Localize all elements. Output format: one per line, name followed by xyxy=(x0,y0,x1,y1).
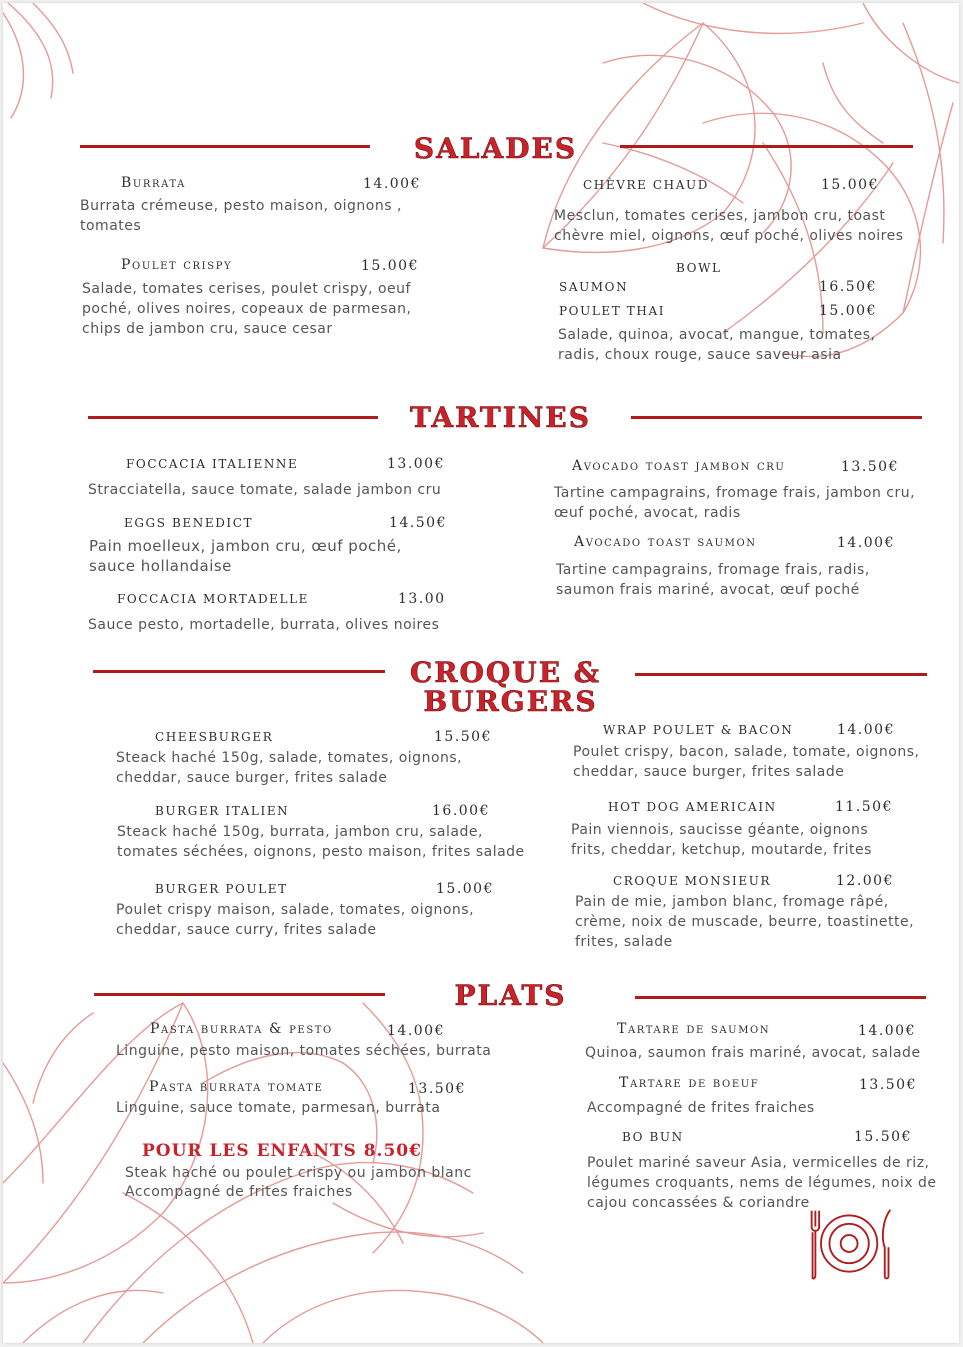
item-name-bowl-poulet-thai: POULET THAI xyxy=(559,304,666,318)
item-name-wrap: WRAP POULET & BACON xyxy=(603,723,794,737)
item-desc-burger-poulet: Poulet crispy maison, salade, tomates, oignons, cheddar, sauce curry, frites salade xyxy=(116,902,475,938)
item-name-burger-poulet: BURGER POULET xyxy=(155,882,288,896)
section-divider xyxy=(620,145,913,148)
item-desc-avocado-saumon: Tartine campagrains, fromage frais, radis, saumon frais mariné, avocat, œuf poché xyxy=(556,562,870,598)
item-price-foccacia-mortadelle: 13.00 xyxy=(398,591,446,607)
item-desc-pasta-tomate: Linguine, sauce tomate, parmesan, burrata xyxy=(116,1100,441,1116)
item-name-tartare-boeuf: Tartare de boeuf xyxy=(619,1075,760,1091)
item-name-foccacia-italienne: FOCCACIA ITALIENNE xyxy=(126,457,299,471)
section-title-tartines: TARTINES xyxy=(410,401,591,434)
item-name-foccacia-mortadelle: FOCCACIA MORTADELLE xyxy=(117,592,310,606)
item-name-pasta-tomate: Pasta burrata tomate xyxy=(149,1079,324,1095)
item-name-tartare-saumon: Tartare de saumon xyxy=(617,1021,771,1037)
item-desc-tartare-boeuf: Accompagné de frites fraiches xyxy=(587,1100,815,1116)
item-price-croque-monsieur: 12.00€ xyxy=(836,873,894,889)
item-price-burger-italien: 16.00€ xyxy=(432,803,490,819)
section-title-salades: SALADES xyxy=(413,132,578,165)
section-divider xyxy=(635,996,926,999)
item-name-eggs-benedict: EGGS BENEDICT xyxy=(124,516,254,530)
item-desc-cheesburger: Steack haché 150g, salade, tomates, oignons, cheddar, sauce burger, frites salade xyxy=(116,750,463,786)
item-price-eggs-benedict: 14.50€ xyxy=(389,515,447,531)
item-price-burrata: 14.00€ xyxy=(363,176,421,192)
item-price-avocado-saumon: 14.00€ xyxy=(837,535,895,551)
item-name-avocado-jambon: Avocado toast jambon cru xyxy=(572,458,786,474)
item-desc-eggs-benedict: Pain moelleux, jambon cru, œuf poché, sauce hollandaise xyxy=(89,537,402,575)
kids-menu-line2: Accompagné de frites fraiches xyxy=(125,1184,353,1200)
fork-plate-knife-icon xyxy=(804,1206,898,1281)
kids-menu-line1: Steak haché ou poulet crispy ou jambon blanc xyxy=(125,1165,472,1181)
item-price-bowl-saumon: 16.50€ xyxy=(819,279,877,295)
item-desc-poulet-crispy: Salade, tomates cerises, poulet crispy, oeuf poché, olives noires, copeaux de parmesan, chips de jambon cru, sauce cesar xyxy=(82,281,412,337)
section-divider xyxy=(94,993,385,996)
item-name-poulet-crispy: Poulet crispy xyxy=(121,257,233,273)
item-price-tartare-boeuf: 13.50€ xyxy=(859,1077,917,1093)
item-price-wrap: 14.00€ xyxy=(837,722,895,738)
item-name-cheesburger: CHEESBURGER xyxy=(155,730,274,744)
kids-menu-title: POUR LES ENFANTS 8.50€ xyxy=(142,1141,422,1161)
item-price-cheesburger: 15.50€ xyxy=(434,729,492,745)
item-price-tartare-saumon: 14.00€ xyxy=(858,1023,916,1039)
section-title-croque-line2: BURGERS xyxy=(423,685,598,718)
item-name-avocado-saumon: Avocado toast saumon xyxy=(574,534,757,550)
item-desc-pasta-pesto: Linguine, pesto maison, tomates séchées, burrata xyxy=(116,1043,492,1059)
section-title-croque-line1: CROQUE & xyxy=(409,656,602,689)
item-price-avocado-jambon: 13.50€ xyxy=(841,459,899,475)
section-divider xyxy=(80,145,370,148)
item-desc-burger-italien: Steack haché 150g, burrata, jambon cru, salade, tomates séchées, oignons, pesto maison, frites salade xyxy=(117,824,525,860)
item-desc-hot-dog: Pain viennois, saucisse géante, oignons frits, cheddar, ketchup, moutarde, frites xyxy=(571,822,872,858)
item-price-burger-poulet: 15.00€ xyxy=(436,881,494,897)
item-name-chevre-chaud: CHÈVRE CHAUD xyxy=(583,178,709,192)
item-name-bowl-saumon: SAUMON xyxy=(559,280,629,294)
item-price-pasta-tomate: 13.50€ xyxy=(408,1081,466,1097)
item-desc-wrap: Poulet crispy, bacon, salade, tomate, oignons, cheddar, sauce burger, frites salade xyxy=(573,744,920,780)
item-price-foccacia-italienne: 13.00€ xyxy=(387,456,445,472)
item-name-bo-bun: BO BUN xyxy=(622,1130,684,1144)
item-price-poulet-crispy: 15.00€ xyxy=(361,258,419,274)
section-divider xyxy=(88,416,378,419)
item-desc-bo-bun: Poulet mariné saveur Asia, vermicelles de riz, légumes croquants, nems de légumes, noix de cajou concassées & coriandre xyxy=(587,1155,937,1211)
item-desc-chevre-chaud: Mesclun, tomates cerises, jambon cru, toast chèvre miel, oignons, œuf poché, olives noires xyxy=(554,208,904,244)
item-desc-tartare-saumon: Quinoa, saumon frais mariné, avocat, salade xyxy=(585,1045,921,1061)
section-divider xyxy=(631,416,922,419)
item-name-burger-italien: BURGER ITALIEN xyxy=(155,804,290,818)
item-desc-burrata: Burrata crémeuse, pesto maison, oignons , tomates xyxy=(80,198,402,234)
item-desc-foccacia-mortadelle: Sauce pesto, mortadelle, burrata, olives noires xyxy=(88,617,440,633)
item-price-pasta-pesto: 14.00€ xyxy=(387,1023,445,1039)
item-price-hot-dog: 11.50€ xyxy=(835,799,893,815)
item-name-pasta-pesto: Pasta burrata & pesto xyxy=(150,1021,333,1037)
item-desc-avocado-jambon: Tartine campagrains, fromage frais, jambon cru, œuf poché, avocat, radis xyxy=(554,485,916,521)
item-desc-foccacia-italienne: Stracciatella, sauce tomate, salade jambon cru xyxy=(88,482,442,498)
item-desc-croque-monsieur: Pain de mie, jambon blanc, fromage râpé, crème, noix de muscade, beurre, toastinette, frites, salade xyxy=(575,894,915,950)
item-name-croque-monsieur: CROQUE MONSIEUR xyxy=(613,874,772,888)
item-desc-bowl: Salade, quinoa, avocat, mangue, tomates, radis, choux rouge, sauce saveur asia xyxy=(558,327,876,363)
item-price-bo-bun: 15.50€ xyxy=(854,1129,912,1145)
section-title-plats: PLATS xyxy=(454,979,567,1012)
section-divider xyxy=(635,673,927,676)
item-price-bowl-poulet-thai: 15.00€ xyxy=(819,303,877,319)
item-price-chevre-chaud: 15.00€ xyxy=(821,177,879,193)
section-divider xyxy=(93,670,385,673)
item-name-burrata: Burrata xyxy=(121,175,186,191)
menu-page xyxy=(3,3,959,1343)
bowl-title: BOWL xyxy=(676,261,722,275)
item-name-hot-dog: HOT DOG AMERICAIN xyxy=(608,800,777,814)
